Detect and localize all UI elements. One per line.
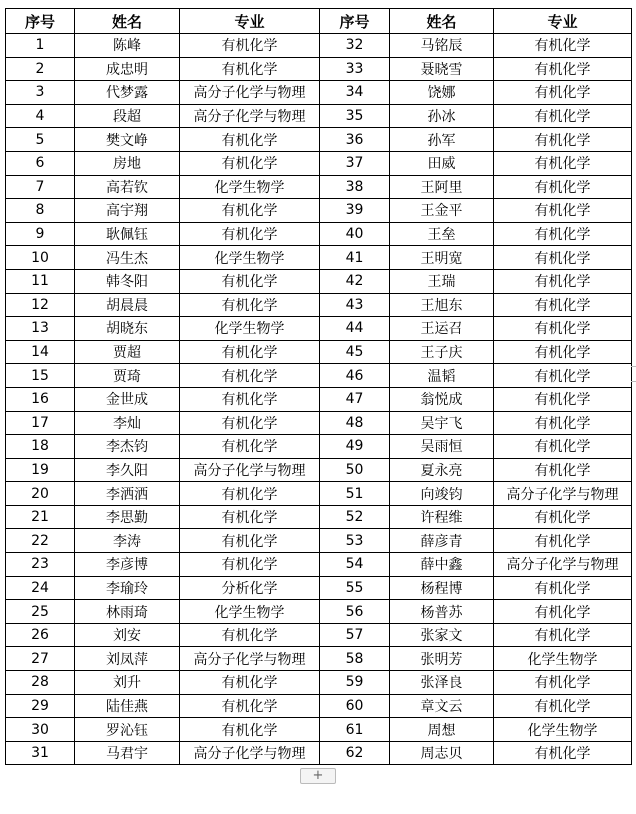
table-row xyxy=(6,623,632,647)
cell-index-right: 39 xyxy=(320,199,390,223)
cell-index-right: 33 xyxy=(320,57,390,81)
cell-name-right: 孙军 xyxy=(390,128,494,152)
table-row xyxy=(6,57,632,81)
cell-name-left: 耿佩钰 xyxy=(75,222,180,246)
cell-name-left: 胡晓东 xyxy=(75,317,180,341)
cell-major-right: 高分子化学与物理 xyxy=(494,553,632,577)
cell-major-left: 有机化学 xyxy=(180,293,320,317)
cell-index-right: 44 xyxy=(320,317,390,341)
cell-name-left: 刘安 xyxy=(75,623,180,647)
table-row xyxy=(6,175,632,199)
cell-index-right: 53 xyxy=(320,529,390,553)
cell-major-left: 有机化学 xyxy=(180,199,320,223)
cell-major-right: 有机化学 xyxy=(494,435,632,459)
cell-index-right: 37 xyxy=(320,151,390,175)
cell-name-right: 王运召 xyxy=(390,317,494,341)
cell-major-left: 化学生物学 xyxy=(180,317,320,341)
cell-name-right: 张明芳 xyxy=(390,647,494,671)
table-row xyxy=(6,482,632,506)
cell-major-left: 化学生物学 xyxy=(180,246,320,270)
cell-major-right: 有机化学 xyxy=(494,576,632,600)
cell-major-right: 有机化学 xyxy=(494,411,632,435)
table-header-row xyxy=(6,9,632,34)
cell-name-left: 李杰钧 xyxy=(75,435,180,459)
cell-name-left: 冯生杰 xyxy=(75,246,180,270)
cell-major-right: 有机化学 xyxy=(494,199,632,223)
cell-name-left: 李思勤 xyxy=(75,505,180,529)
cell-index-right: 34 xyxy=(320,81,390,105)
resize-handle[interactable] xyxy=(631,366,636,382)
cell-index-left: 15 xyxy=(6,364,75,388)
cell-index-right: 43 xyxy=(320,293,390,317)
cell-major-left: 高分子化学与物理 xyxy=(180,741,320,765)
cell-name-left: 李久阳 xyxy=(75,458,180,482)
cell-major-left: 有机化学 xyxy=(180,151,320,175)
cell-name-left: 李彦博 xyxy=(75,553,180,577)
cell-name-left: 陈峰 xyxy=(75,34,180,58)
cell-major-left: 有机化学 xyxy=(180,505,320,529)
table-row xyxy=(6,199,632,223)
header-name-right: 姓名 xyxy=(390,9,494,34)
table-row xyxy=(6,435,632,459)
cell-index-right: 57 xyxy=(320,623,390,647)
cell-major-right: 有机化学 xyxy=(494,505,632,529)
cell-index-left: 17 xyxy=(6,411,75,435)
cell-major-right: 有机化学 xyxy=(494,671,632,695)
table-row xyxy=(6,340,632,364)
cell-major-right: 有机化学 xyxy=(494,317,632,341)
cell-index-right: 45 xyxy=(320,340,390,364)
cell-major-left: 有机化学 xyxy=(180,529,320,553)
cell-index-left: 24 xyxy=(6,576,75,600)
cell-index-right: 49 xyxy=(320,435,390,459)
cell-name-right: 薛中鑫 xyxy=(390,553,494,577)
cell-major-left: 高分子化学与物理 xyxy=(180,458,320,482)
cell-name-left: 马君宇 xyxy=(75,741,180,765)
table-row xyxy=(6,411,632,435)
cell-major-left: 有机化学 xyxy=(180,128,320,152)
table-row xyxy=(6,317,632,341)
cell-name-right: 夏永亮 xyxy=(390,458,494,482)
cell-major-right: 有机化学 xyxy=(494,151,632,175)
table-row xyxy=(6,647,632,671)
cell-major-right: 有机化学 xyxy=(494,128,632,152)
cell-index-left: 25 xyxy=(6,600,75,624)
cell-index-right: 61 xyxy=(320,718,390,742)
cell-index-right: 46 xyxy=(320,364,390,388)
cell-index-left: 27 xyxy=(6,647,75,671)
cell-major-right: 有机化学 xyxy=(494,222,632,246)
cell-name-right: 张家文 xyxy=(390,623,494,647)
cell-name-right: 王阿里 xyxy=(390,175,494,199)
table-row xyxy=(6,34,632,58)
cell-index-left: 29 xyxy=(6,694,75,718)
cell-major-left: 有机化学 xyxy=(180,623,320,647)
cell-major-left: 化学生物学 xyxy=(180,600,320,624)
cell-name-right: 杨普苏 xyxy=(390,600,494,624)
cell-index-right: 56 xyxy=(320,600,390,624)
cell-index-left: 5 xyxy=(6,128,75,152)
cell-index-left: 14 xyxy=(6,340,75,364)
cell-name-right: 王金平 xyxy=(390,199,494,223)
table-row xyxy=(6,104,632,128)
cell-major-right: 有机化学 xyxy=(494,269,632,293)
cell-name-left: 李瑜玲 xyxy=(75,576,180,600)
cell-major-right: 有机化学 xyxy=(494,364,632,388)
cell-name-left: 胡晨晨 xyxy=(75,293,180,317)
cell-name-right: 马铭辰 xyxy=(390,34,494,58)
cell-major-left: 化学生物学 xyxy=(180,175,320,199)
cell-index-left: 20 xyxy=(6,482,75,506)
table-row xyxy=(6,293,632,317)
cell-index-right: 60 xyxy=(320,694,390,718)
cell-name-right: 向竣钧 xyxy=(390,482,494,506)
cell-index-left: 2 xyxy=(6,57,75,81)
cell-major-right: 有机化学 xyxy=(494,104,632,128)
cell-index-left: 18 xyxy=(6,435,75,459)
header-index-left: 序号 xyxy=(6,9,75,34)
cell-major-right: 高分子化学与物理 xyxy=(494,482,632,506)
cell-index-left: 4 xyxy=(6,104,75,128)
cell-name-left: 段超 xyxy=(75,104,180,128)
table-row xyxy=(6,151,632,175)
table-row xyxy=(6,529,632,553)
cell-name-left: 高若钦 xyxy=(75,175,180,199)
cell-name-right: 饶娜 xyxy=(390,81,494,105)
cell-index-left: 3 xyxy=(6,81,75,105)
cell-name-left: 李涛 xyxy=(75,529,180,553)
cell-major-right: 有机化学 xyxy=(494,600,632,624)
cell-major-right: 有机化学 xyxy=(494,741,632,765)
cell-major-left: 有机化学 xyxy=(180,694,320,718)
cell-major-right: 有机化学 xyxy=(494,340,632,364)
cell-index-right: 54 xyxy=(320,553,390,577)
cell-major-right: 有机化学 xyxy=(494,293,632,317)
cell-index-right: 58 xyxy=(320,647,390,671)
cell-index-left: 10 xyxy=(6,246,75,270)
cell-index-right: 55 xyxy=(320,576,390,600)
cell-name-right: 章文云 xyxy=(390,694,494,718)
cell-name-right: 薛彦青 xyxy=(390,529,494,553)
cell-name-left: 贾琦 xyxy=(75,364,180,388)
cell-name-right: 王子庆 xyxy=(390,340,494,364)
cell-index-right: 59 xyxy=(320,671,390,695)
cell-major-right: 有机化学 xyxy=(494,529,632,553)
cell-index-right: 35 xyxy=(320,104,390,128)
cell-name-right: 王旭东 xyxy=(390,293,494,317)
cell-major-left: 高分子化学与物理 xyxy=(180,81,320,105)
cell-name-right: 孙冰 xyxy=(390,104,494,128)
cell-index-left: 12 xyxy=(6,293,75,317)
cell-name-left: 贾超 xyxy=(75,340,180,364)
cell-name-left: 樊文峥 xyxy=(75,128,180,152)
header-name-left: 姓名 xyxy=(75,9,180,34)
cell-index-left: 9 xyxy=(6,222,75,246)
cell-name-right: 周志贝 xyxy=(390,741,494,765)
cell-major-right: 有机化学 xyxy=(494,387,632,411)
cell-major-right: 有机化学 xyxy=(494,57,632,81)
cell-name-right: 翁悦成 xyxy=(390,387,494,411)
cell-name-right: 王垒 xyxy=(390,222,494,246)
table-row xyxy=(6,269,632,293)
table-row xyxy=(6,387,632,411)
cell-major-left: 有机化学 xyxy=(180,269,320,293)
cell-major-left: 有机化学 xyxy=(180,34,320,58)
header-major-left: 专业 xyxy=(180,9,320,34)
cell-index-right: 62 xyxy=(320,741,390,765)
cell-name-right: 温韬 xyxy=(390,364,494,388)
cell-index-left: 1 xyxy=(6,34,75,58)
cell-name-right: 聂晓雪 xyxy=(390,57,494,81)
cell-index-left: 7 xyxy=(6,175,75,199)
cell-major-left: 有机化学 xyxy=(180,340,320,364)
cell-name-right: 吴宇飞 xyxy=(390,411,494,435)
cell-name-right: 田威 xyxy=(390,151,494,175)
cell-major-right: 有机化学 xyxy=(494,175,632,199)
cell-index-right: 52 xyxy=(320,505,390,529)
table-row xyxy=(6,741,632,765)
cell-index-left: 11 xyxy=(6,269,75,293)
table-row xyxy=(6,671,632,695)
cell-index-right: 42 xyxy=(320,269,390,293)
student-roster-table xyxy=(5,8,632,765)
cell-name-left: 林雨琦 xyxy=(75,600,180,624)
cell-name-left: 刘凤萍 xyxy=(75,647,180,671)
cell-name-left: 金世成 xyxy=(75,387,180,411)
cell-name-right: 吴雨恒 xyxy=(390,435,494,459)
cell-name-right: 张泽良 xyxy=(390,671,494,695)
cell-index-right: 48 xyxy=(320,411,390,435)
cell-major-right: 有机化学 xyxy=(494,458,632,482)
table-row xyxy=(6,246,632,270)
cell-name-left: 李洒洒 xyxy=(75,482,180,506)
cell-major-left: 有机化学 xyxy=(180,57,320,81)
cell-name-right: 周想 xyxy=(390,718,494,742)
cell-index-left: 22 xyxy=(6,529,75,553)
table-body xyxy=(6,34,632,765)
cell-name-right: 许程维 xyxy=(390,505,494,529)
cell-index-left: 13 xyxy=(6,317,75,341)
table-row xyxy=(6,128,632,152)
table-row xyxy=(6,81,632,105)
add-row-button[interactable]: + xyxy=(300,768,336,784)
cell-name-left: 成忠明 xyxy=(75,57,180,81)
cell-name-left: 罗沁钰 xyxy=(75,718,180,742)
cell-name-left: 韩冬阳 xyxy=(75,269,180,293)
cell-index-right: 32 xyxy=(320,34,390,58)
cell-major-left: 分析化学 xyxy=(180,576,320,600)
cell-major-left: 有机化学 xyxy=(180,718,320,742)
cell-major-left: 有机化学 xyxy=(180,482,320,506)
cell-major-right: 有机化学 xyxy=(494,34,632,58)
cell-index-right: 41 xyxy=(320,246,390,270)
cell-index-left: 26 xyxy=(6,623,75,647)
cell-index-right: 50 xyxy=(320,458,390,482)
table-row xyxy=(6,553,632,577)
cell-name-left: 刘升 xyxy=(75,671,180,695)
cell-index-left: 30 xyxy=(6,718,75,742)
table-row xyxy=(6,458,632,482)
table-row xyxy=(6,694,632,718)
cell-name-left: 代梦露 xyxy=(75,81,180,105)
cell-major-left: 高分子化学与物理 xyxy=(180,104,320,128)
cell-index-left: 28 xyxy=(6,671,75,695)
cell-major-left: 有机化学 xyxy=(180,222,320,246)
cell-name-right: 王明宽 xyxy=(390,246,494,270)
cell-major-right: 化学生物学 xyxy=(494,647,632,671)
cell-index-left: 16 xyxy=(6,387,75,411)
cell-index-left: 8 xyxy=(6,199,75,223)
cell-index-right: 47 xyxy=(320,387,390,411)
cell-index-right: 36 xyxy=(320,128,390,152)
header-major-right: 专业 xyxy=(494,9,632,34)
table-row xyxy=(6,600,632,624)
table-row xyxy=(6,576,632,600)
cell-index-right: 51 xyxy=(320,482,390,506)
cell-index-left: 19 xyxy=(6,458,75,482)
cell-major-right: 有机化学 xyxy=(494,623,632,647)
table-row xyxy=(6,505,632,529)
cell-major-left: 有机化学 xyxy=(180,411,320,435)
cell-major-left: 有机化学 xyxy=(180,387,320,411)
cell-major-right: 有机化学 xyxy=(494,694,632,718)
roster-table-container xyxy=(5,8,631,765)
cell-name-left: 房地 xyxy=(75,151,180,175)
table-row xyxy=(6,364,632,388)
cell-name-left: 陆佳燕 xyxy=(75,694,180,718)
cell-index-right: 40 xyxy=(320,222,390,246)
cell-major-right: 化学生物学 xyxy=(494,718,632,742)
header-index-right: 序号 xyxy=(320,9,390,34)
cell-major-right: 有机化学 xyxy=(494,246,632,270)
cell-index-left: 23 xyxy=(6,553,75,577)
cell-name-right: 杨程博 xyxy=(390,576,494,600)
cell-index-right: 38 xyxy=(320,175,390,199)
cell-name-left: 高宇翔 xyxy=(75,199,180,223)
cell-name-right: 王瑞 xyxy=(390,269,494,293)
table-row xyxy=(6,718,632,742)
cell-major-left: 有机化学 xyxy=(180,435,320,459)
cell-major-right: 有机化学 xyxy=(494,81,632,105)
cell-major-left: 高分子化学与物理 xyxy=(180,647,320,671)
cell-index-left: 21 xyxy=(6,505,75,529)
cell-major-left: 有机化学 xyxy=(180,671,320,695)
cell-index-left: 6 xyxy=(6,151,75,175)
cell-major-left: 有机化学 xyxy=(180,553,320,577)
cell-index-left: 31 xyxy=(6,741,75,765)
cell-major-left: 有机化学 xyxy=(180,364,320,388)
table-row xyxy=(6,222,632,246)
cell-name-left: 李灿 xyxy=(75,411,180,435)
